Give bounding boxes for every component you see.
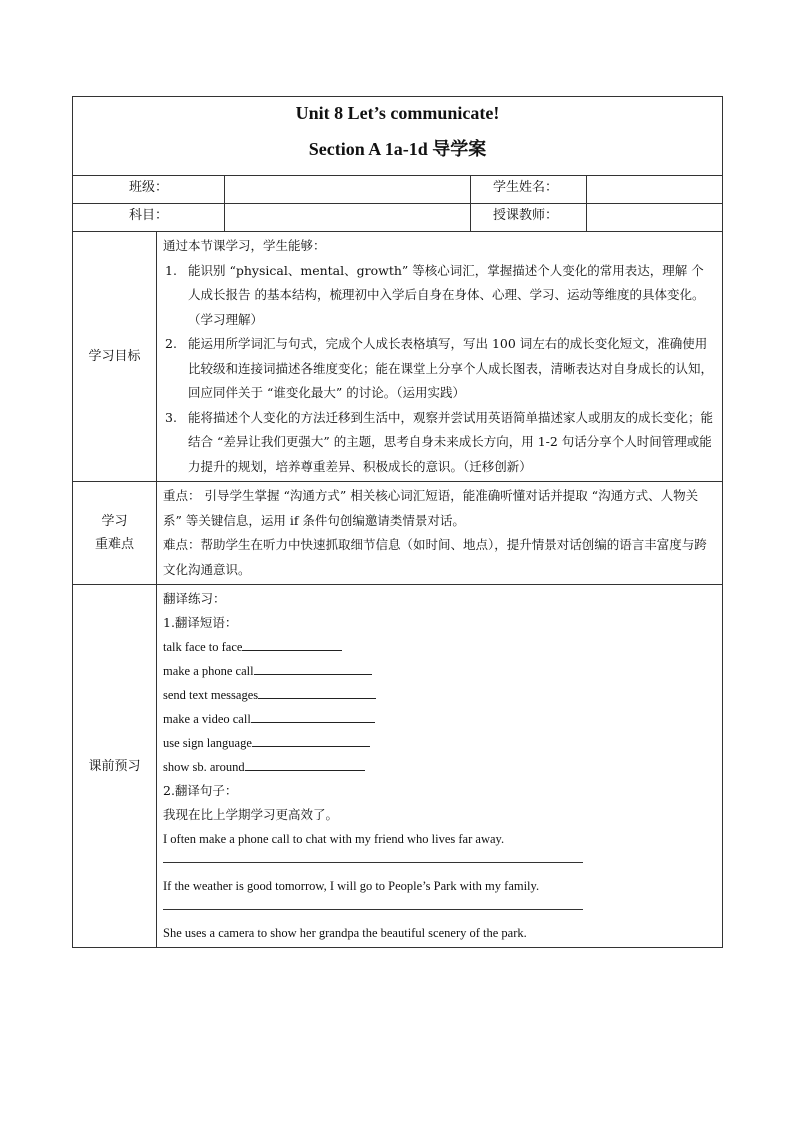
preview-content [157,585,723,948]
teacher-field[interactable] [587,204,723,232]
sentence-heading: 2.翻译句子： [163,783,238,798]
goal-item [163,406,716,480]
subject-label: 科目： [73,204,225,232]
class-label: 班级： [73,176,225,204]
goal-text: 能将描述个人变化的方法迁移到生活中，观察并尝试用英语简单描述家人或朋友的成长变化；能结合 “差异让我们更强大” 的主题，思考自身未来成长方向，用 1-2 句话分享个人时间管理或能力提升的规划，培养尊重差异、积极成长的意识。（迁移创新） [188,409,714,474]
phrase-answer-blank[interactable] [251,708,375,723]
sentence-item: 我现在比上学期学习更高效了。 [163,807,339,822]
subject-field[interactable] [225,204,471,232]
sentence-item: She uses a camera to show her grandpa the beautiful scenery of the park. [163,926,527,940]
teacher-label: 授课教师： [471,204,587,232]
sentence-answer-line[interactable] [163,851,583,863]
goals-intro: 通过本节课学习，学生能够： [163,238,326,253]
phrase-item: make a phone call [163,659,716,683]
phrase-item: send text messages [163,683,716,707]
title-cell [73,97,723,176]
phrase-answer-blank[interactable] [242,636,342,651]
phrase-item: show sb. around [163,755,716,779]
goals-list [163,259,716,480]
sentence-answer-line[interactable] [163,898,583,910]
student-name-label: 学生姓名： [471,176,587,204]
sentence-item: If the weather is good tomorrow, I will go to People’s Park with my family. [163,879,540,893]
goals-row-label: 学习目标 [73,232,157,482]
goals-content [157,232,723,482]
phrase-item: make a video call [163,707,716,731]
goal-number: 1. [165,262,177,278]
goal-text: 能运用所学词汇与句式，完成个人成长表格填写，写出 100 词左右的成长变化短文，准确使用比较级和连接词描述各维度变化；能在课堂上分享个人成长图表，清晰表达对自身成长的认知，回应同伴关于 “谁变化最大” 的讨论。（运用实践） [188,336,714,400]
goal-item [163,259,716,333]
phrase-heading: 1.翻译短语： [163,615,238,630]
focus-text: 重点： 引导学生掌握 “沟通方式” 相关核心词汇短语，能准确听懂对话并提取 “沟通方式、人物关系” 等关键信息，运用 if 条件句创编邀请类情景对话。 [163,488,699,528]
goal-item [163,332,716,406]
phrase-item: use sign language [163,731,716,755]
keypoints-content [157,482,723,585]
difficulty-text: 难点：帮助学生在听力中快速抓取细节信息（如时间、地点），提升情景对话创编的语言丰富度与跨文化沟通意识。 [163,537,707,577]
keypoints-label-line1: 学习 [101,514,128,529]
worksheet [72,96,722,948]
goal-number: 3. [165,409,177,425]
preview-row-label: 课前预习 [73,585,157,948]
phrase-answer-blank[interactable] [252,732,370,747]
sentence-item: I often make a phone call to chat with my friend who lives far away. [163,832,505,846]
goal-text: 能识别 “physical、mental、growth” 等核心词汇，掌握描述个人变化的常用表达，理解 个人成长报告 的基本结构，梳理初中入学后自身在身体、心理、学习、运动等维度的具体变化。（学习理解） [188,262,705,327]
page-subtitle: Section A 1a-1d 导学案 [308,139,487,159]
keypoints-row-label [73,482,157,585]
phrase-item: talk face to face [163,635,716,659]
student-name-field[interactable] [587,176,723,204]
keypoints-label-line2: 重难点 [94,537,134,552]
page-title: Unit 8 Let’s communicate! [295,103,500,123]
goal-number: 2. [165,336,177,351]
phrase-answer-blank[interactable] [245,756,365,771]
phrase-answer-blank[interactable] [258,684,376,699]
phrase-answer-blank[interactable] [254,660,372,675]
preview-heading: 翻译练习： [163,591,226,606]
class-field[interactable] [225,176,471,204]
worksheet-table [72,96,723,948]
